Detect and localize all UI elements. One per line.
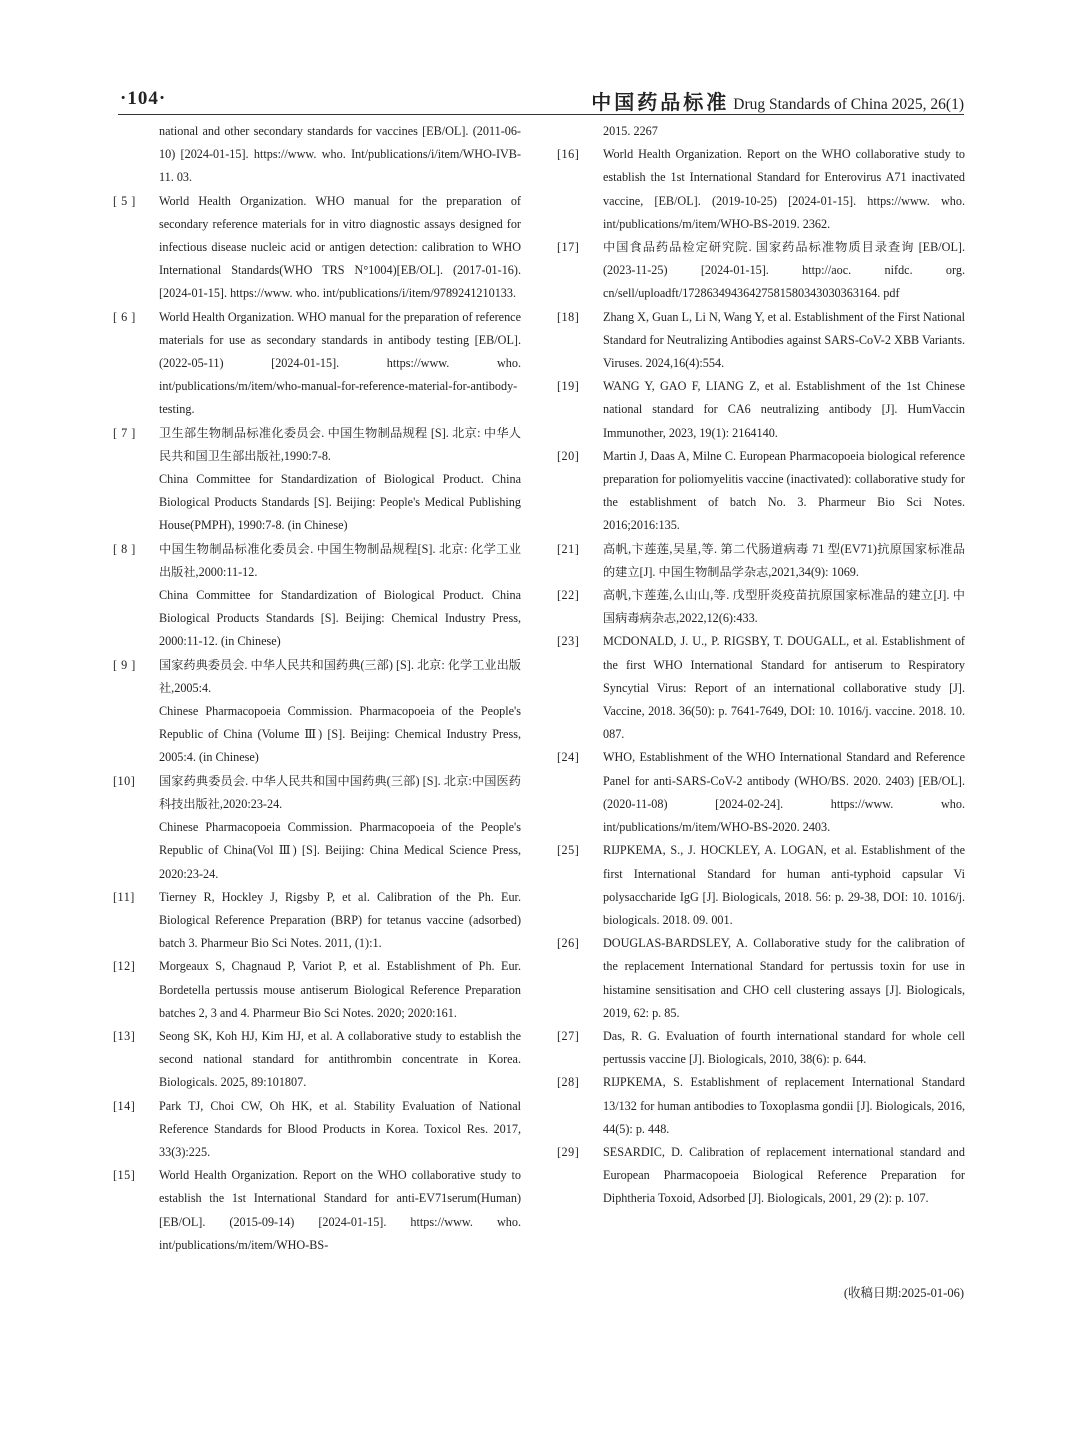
reference-number: [15] xyxy=(113,1168,136,1183)
reference-text: Seong SK, Koh HJ, Kim HJ, et al. A collaborative study to establish the second national standard for antithrombin concentrate in Korea. Biologicals. 2025, 89:101807. xyxy=(159,1028,521,1090)
reference-text: 高帆,卞莲莲,吴星,等. 第二代肠道病毒 71 型(EV71)抗原国家标准品的建立[J]. 中国生物制品学杂志,2021,34(9): 1069. xyxy=(603,541,965,579)
reference-column-left xyxy=(113,120,521,1257)
reference-column-right xyxy=(557,120,965,1211)
reference-number: [ 8 ] xyxy=(113,541,136,556)
reference-number: [22] xyxy=(557,588,580,603)
reference-item xyxy=(113,955,521,1025)
reference-item xyxy=(113,1025,521,1095)
reference-item xyxy=(557,538,965,584)
reference-number: [14] xyxy=(113,1098,136,1113)
reference-text: WHO, Establishment of the WHO International Standard and Reference Panel for anti-SARS-CoV-2 antibody (WHO/BS. 2020. 2403) [EB/OL]. (2020-11-08) [2024-02-24]. https://www. who. int/publications/m/item/WHO-BS-2020. 2403. xyxy=(603,750,965,835)
reference-item xyxy=(113,886,521,956)
reference-text: Martin J, Daas A, Milne C. European Pharmacopoeia biological reference preparation for poliomyelitis vaccine (inactivated): collaborative study for the establishment of batch No. 3. Pharmeur Bio Sci Notes. 2016;2016:135. xyxy=(603,448,965,533)
reference-item xyxy=(557,630,965,746)
reference-item xyxy=(113,422,521,538)
reference-text: 国家药典委员会. 中华人民共和国中国药典(三部) [S]. 北京:中国医药科技出版社,2020:23-24. xyxy=(159,773,521,811)
reference-number: [26] xyxy=(557,936,580,951)
reference-number: [12] xyxy=(113,959,136,974)
reference-translation: China Committee for Standardization of Biological Product. China Biological Products Standards [S]. Beijing: People's Medical Publishing House(PMPH), 1990:7-8. (in Chinese) xyxy=(159,472,521,533)
reference-text: 国家药典委员会. 中华人民共和国药典(三部) [S]. 北京: 化学工业出版社,2005:4. xyxy=(159,657,521,695)
reference-text: World Health Organization. WHO manual for the preparation of secondary reference materials for in vitro diagnostic assays designed for infectious disease nucleic acid or antigen detection: calibration to WHO International Standards(WHO TRS N°1004)[EB/OL]. (2017-01-16). [2024-01-15]. https://www. who. int/publications/i/item/9789241210133. xyxy=(159,193,521,301)
reference-item xyxy=(113,190,521,306)
reference-number: [20] xyxy=(557,448,580,463)
reference-text: national and other secondary standards for vaccines [EB/OL]. (2011-06-10) [2024-01-15]. https://www. who. Int/publications/i/item/WHO-IVB-11. 03. xyxy=(159,124,521,185)
reference-item xyxy=(557,445,965,538)
reference-number: [23] xyxy=(557,634,580,649)
reference-text: Park TJ, Choi CW, Oh HK, et al. Stability Evaluation of National Reference Standards for Blood Products in Korea. Toxicol Res. 2017, 33(3):225. xyxy=(159,1098,521,1159)
reference-text: MCDONALD, J. U., P. RIGSBY, T. DOUGALL, et al. Establishment of the first WHO International Standard for antiserum to Respiratory Syncytial Virus: Report of an international collaborative study [J]. Vaccine, 2018. 36(50): p. 7641-7649, DOI: 10. 1016/j. vaccine. 2018. 10. 087. xyxy=(603,634,965,742)
reference-item xyxy=(557,1025,965,1071)
reference-text: World Health Organization. Report on the WHO collaborative study to establish the 1st International Standard for anti-EV71serum(Human) [EB/OL]. (2015-09-14) [2024-01-15]. https://www. who. int/publications/m/item/WHO-BS- xyxy=(159,1168,521,1252)
reference-number: [19] xyxy=(557,379,580,394)
reference-item xyxy=(113,654,521,770)
reference-item xyxy=(557,1071,965,1141)
reference-item xyxy=(113,306,521,422)
reference-text: WANG Y, GAO F, LIANG Z, et al. Establishment of the 1st Chinese national standard for CA6 neutralizing antibody [J]. HumVaccin Immunother, 2023, 19(1): 2164140. xyxy=(603,379,965,440)
reference-translation: Chinese Pharmacopoeia Commission. Pharmacopoeia of the People's Republic of China(Vol Ⅲ) [S]. Beijing: China Medical Science Press, 2020:23-24. xyxy=(159,820,521,881)
reference-text: Das, R. G. Evaluation of fourth international standard for whole cell pertussis vaccine [J]. Biologicals, 2010, 38(6): p. 644. xyxy=(603,1028,965,1067)
reference-number: [25] xyxy=(557,843,580,858)
reference-number: [13] xyxy=(113,1028,136,1043)
journal-title-en: Drug Standards of China 2025, 26(1) xyxy=(733,96,964,113)
reference-translation: China Committee for Standardization of Biological Product. China Biological Products Standards [S]. Beijing: Chemical Industry Press, 2000:11-12. (in Chinese) xyxy=(159,588,521,649)
reference-number: [ 9 ] xyxy=(113,657,136,672)
reference-text: World Health Organization. Report on the WHO collaborative study to establish the 1st International Standard for Enterovirus A71 inactivated vaccine, [EB/OL]. (2019-10-25) [2024-01-15]. https://www. who. int/publications/m/item/WHO-BS-2019. 2362. xyxy=(603,147,965,231)
reference-number: [ 6 ] xyxy=(113,309,136,324)
journal-title-cn: 中国药品标准 xyxy=(591,90,730,114)
reference-item xyxy=(113,1095,521,1165)
reference-text: DOUGLAS-BARDSLEY, A. Collaborative study for the calibration of the replacement International Standard for pertussis toxin for use in histamine sensitisation and CHO cell clustering assays [J]. Biologicals, 2019, 62: p. 85. xyxy=(603,936,965,1020)
reference-item xyxy=(557,375,965,445)
reference-item xyxy=(557,306,965,376)
reference-item xyxy=(113,770,521,886)
reference-number: [17] xyxy=(557,240,580,255)
received-date: (收稿日期:2025-01-06) xyxy=(843,1286,964,1300)
reference-item xyxy=(557,584,965,630)
reference-item xyxy=(557,1141,965,1211)
reference-number: [24] xyxy=(557,750,580,765)
reference-item xyxy=(557,236,965,306)
reference-text: 卫生部生物制品标准化委员会. 中国生物制品规程 [S]. 北京: 中华人民共和国卫生部出版社,1990:7-8. xyxy=(159,425,521,463)
reference-item xyxy=(113,538,521,654)
reference-text: Tierney R, Hockley J, Rigsby P, et al. Calibration of the Ph. Eur. Biological Reference Preparation (BRP) for tetanus vaccine (adsorbed) batch 3. Pharmeur Bio Sci Notes. 2011, (1):1. xyxy=(159,889,521,951)
reference-number: [10] xyxy=(113,773,136,788)
reference-translation: Chinese Pharmacopoeia Commission. Pharmacopoeia of the People's Republic of China (Volume Ⅲ) [S]. Beijing: Chemical Industry Press, 2005:4. (in Chinese) xyxy=(159,704,521,765)
reference-number: [11] xyxy=(113,889,135,904)
reference-number: [21] xyxy=(557,541,580,556)
reference-number: [ 7 ] xyxy=(113,425,136,440)
reference-item xyxy=(557,120,965,143)
reference-number: [29] xyxy=(557,1144,580,1159)
reference-text: RIJPKEMA, S., J. HOCKLEY, A. LOGAN, et al. Establishment of the first International Standard for human anti-typhoid capsular Vi polysaccharide IgG [J]. Biologicals, 2018. 56: p. 29-38, DOI: 10. 1016/j. biologicals. 2018. 09. 001. xyxy=(603,843,965,927)
reference-text: 中国生物制品标准化委员会. 中国生物制品规程[S]. 北京: 化学工业出版社,2000:11-12. xyxy=(159,541,521,579)
reference-item xyxy=(557,839,965,932)
reference-text: World Health Organization. WHO manual for the preparation of reference materials for use as secondary standards in antibody testing [EB/OL]. (2022-05-11) [2024-01-15]. https://www. who. int/publications/m/item/who-manual-for-reference-material-for-antibody-testing. xyxy=(159,309,521,417)
reference-item xyxy=(113,1164,521,1257)
reference-number: [28] xyxy=(557,1075,580,1090)
reference-text: 中国食品药品检定研究院. 国家药品标准物质目录查询 [EB/OL]. (2023-11-25) [2024-01-15]. http://aoc. nifdc. org. cn/sell/uploadft/17286349436427581580343030363164. pdf xyxy=(603,240,965,301)
page-header xyxy=(118,86,964,115)
reference-number: [18] xyxy=(557,309,580,324)
reference-text: RIJPKEMA, S. Establishment of replacement International Standard 13/132 for human antibodies to Toxoplasma gondii [J]. Biologicals, 2016, 44(5): p. 448. xyxy=(603,1075,965,1136)
reference-item xyxy=(557,143,965,236)
reference-text: 2015. 2267 xyxy=(603,124,658,138)
reference-number: [27] xyxy=(557,1028,580,1043)
reference-item xyxy=(557,932,965,1025)
reference-item xyxy=(557,746,965,839)
reference-text: SESARDIC, D. Calibration of replacement international standard and European Pharmacopoeia Biological Reference Preparation for Diphtheria Toxoid, Adsorbed [J]. Biologicals, 2001, 29 (2): p. 107. xyxy=(603,1144,965,1206)
journal-title xyxy=(591,86,964,115)
reference-text: 高帆,卞莲莲,么山山,等. 戊型肝炎疫苗抗原国家标准品的建立[J]. 中国病毒病杂志,2022,12(6):433. xyxy=(603,588,965,626)
reference-item xyxy=(113,120,521,190)
page-number: ·104· xyxy=(120,88,167,109)
reference-text: Zhang X, Guan L, Li N, Wang Y, et al. Establishment of the First National Standard for Neutralizing Antibodies against SARS-CoV-2 XBB Variants. Viruses. 2024,16(4):554. xyxy=(603,309,965,371)
reference-number: [ 5 ] xyxy=(113,193,136,208)
reference-text: Morgeaux S, Chagnaud P, Variot P, et al. Establishment of Ph. Eur. Bordetella pertussis mouse antiserum Biological Reference Preparation batches 2, 3 and 4. Pharmeur Bio Sci Notes. 2020; 2020:161. xyxy=(159,959,521,1020)
reference-number: [16] xyxy=(557,147,580,162)
